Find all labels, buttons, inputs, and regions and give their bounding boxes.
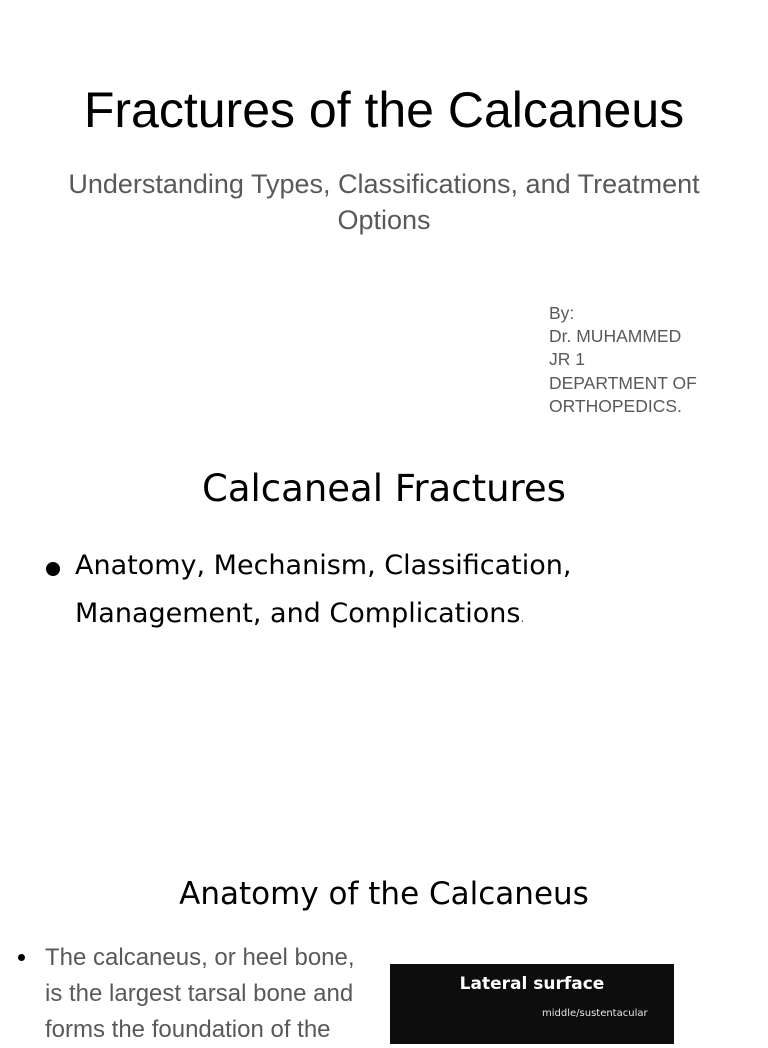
author-line: DEPARTMENT OF xyxy=(549,372,697,393)
bullet-line: Anatomy, Mechanism, Classification, xyxy=(75,550,572,581)
bullet-line: The calcaneus, or heel bone, xyxy=(45,944,355,971)
image-label: middle/sustentacular xyxy=(542,1008,648,1019)
presentation-subtitle xyxy=(24,166,744,238)
bullet-dot-icon xyxy=(18,954,25,961)
presentation-title: Fractures of the Calcaneus xyxy=(83,82,685,138)
bullet-text xyxy=(45,940,355,1048)
subtitle-line: Understanding Types, Classifications, and Treatment xyxy=(68,169,700,199)
bullet-dot-icon xyxy=(46,562,60,576)
calcaneus-lateral-surface-image xyxy=(390,964,674,1044)
slide-title: Calcaneal Fractures xyxy=(202,467,566,510)
bullet-line: forms the foundation of the xyxy=(45,1016,331,1043)
bullet-line-text: Management, and Complications xyxy=(75,598,521,629)
bullet-line: is the largest tarsal bone and xyxy=(45,980,354,1007)
bullet-period: . xyxy=(520,611,525,626)
author-line: JR 1 xyxy=(549,349,585,370)
anatomy-slide xyxy=(0,840,768,1043)
author-line: By: xyxy=(549,303,575,323)
title-slide xyxy=(0,0,768,440)
author-block xyxy=(549,302,759,418)
bullet-line xyxy=(75,590,571,643)
author-line: ORTHOPEDICS. xyxy=(549,395,682,416)
subtitle-line: Options xyxy=(337,205,431,235)
bullet-text xyxy=(75,542,571,643)
author-line: Dr. MUHAMMED xyxy=(549,326,682,347)
slide-title: Anatomy of the Calcaneus xyxy=(179,876,589,912)
bullet-item xyxy=(46,542,686,643)
image-title: Lateral surface xyxy=(459,974,605,994)
overview-slide xyxy=(0,440,768,840)
bullet-item xyxy=(18,940,378,1048)
